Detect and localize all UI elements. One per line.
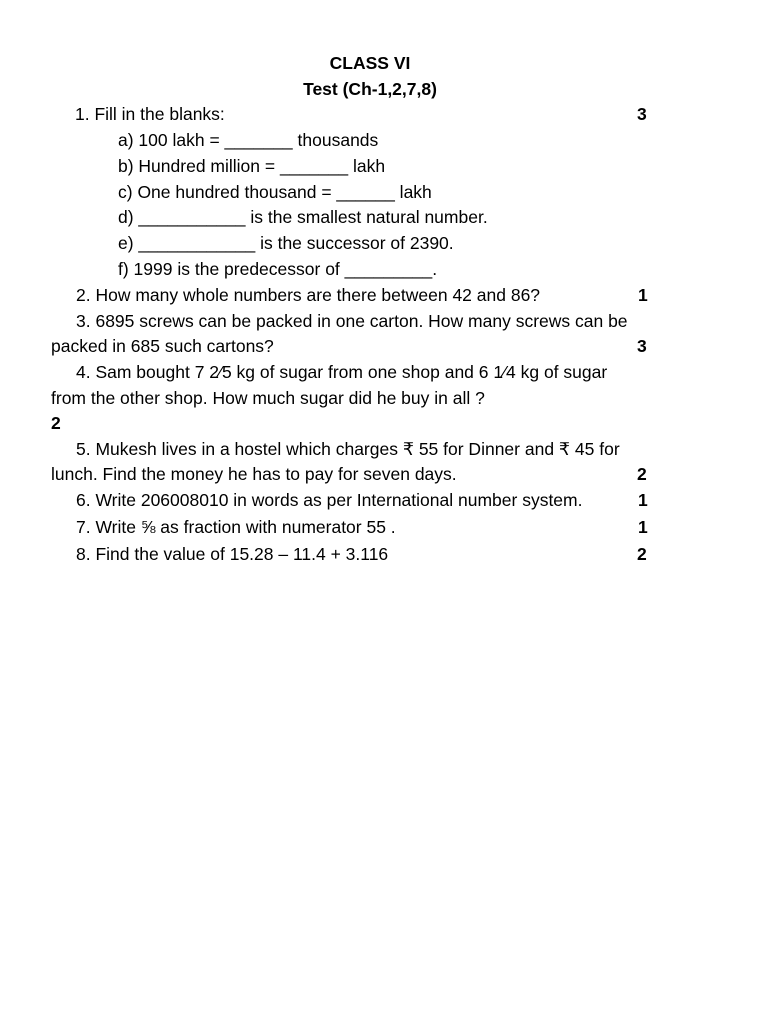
question-2-marks: 1 — [638, 285, 648, 305]
question-7-marks: 1 — [638, 517, 648, 537]
question-1-title: 1. Fill in the blanks: — [75, 104, 225, 124]
question-2-text: 2. How many whole numbers are there between 42 and 86? — [76, 285, 541, 305]
question-3-line-2: packed in 685 such cartons? — [51, 336, 274, 356]
question-4-marks: 2 — [51, 413, 61, 433]
question-1e: e) ____________ is the successor of 2390. — [118, 233, 454, 253]
question-1b: b) Hundred million = _______ lakh — [118, 156, 386, 176]
question-3-line-1: 3. 6895 screws can be packed in one carton. How many screws can be — [76, 311, 628, 331]
question-1f: f) 1999 is the predecessor of _________. — [118, 259, 438, 279]
question-1d: d) ___________ is the smallest natural number. — [118, 207, 488, 227]
question-4-line-2: from the other shop. How much sugar did he buy in all ? — [51, 388, 485, 408]
test-heading: Test (Ch-1,2,7,8) — [303, 79, 437, 99]
question-8-marks: 2 — [637, 544, 647, 564]
question-6-text: 6. Write 206008010 in words as per International number system. — [76, 490, 583, 510]
question-5-line-1: 5. Mukesh lives in a hostel which charges ₹ 55 for Dinner and ₹ 45 for — [76, 439, 620, 459]
question-7-text: 7. Write ⅝ as fraction with numerator 55 . — [76, 517, 396, 537]
question-6-marks: 1 — [638, 490, 648, 510]
question-5-marks: 2 — [637, 464, 647, 484]
question-5-line-2: lunch. Find the money he has to pay for seven days. — [51, 464, 457, 484]
question-1a: a) 100 lakh = _______ thousands — [118, 130, 379, 150]
question-1-marks: 3 — [637, 104, 647, 124]
class-heading: CLASS VI — [329, 53, 411, 73]
question-4-line-1: 4. Sam bought 7 2⁄5 kg of sugar from one shop and 6 1⁄4 kg of sugar — [76, 362, 608, 382]
question-3-marks: 3 — [637, 336, 647, 356]
question-8-text: 8. Find the value of 15.28 – 11.4 + 3.116 — [76, 544, 389, 564]
question-1c: c) One hundred thousand = ______ lakh — [118, 182, 432, 202]
